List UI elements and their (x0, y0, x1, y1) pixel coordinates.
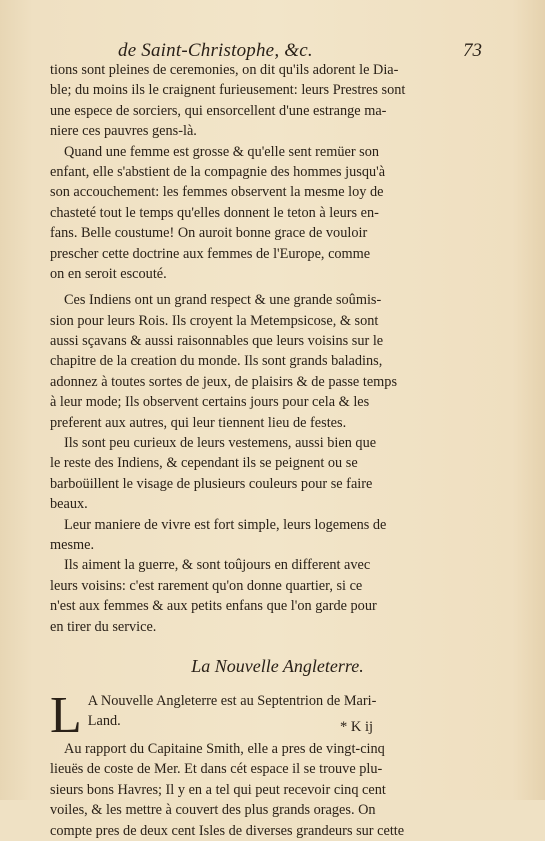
paragraph (50, 142, 505, 285)
text-line: Quand une femme est grosse & qu'elle sent remüer son (64, 143, 380, 160)
text-line: à leur mode; Ils observent certains jours pour cela & les (50, 394, 370, 411)
text-line: sion pour leurs Rois. Ils croyent la Metempsicose, & sont (50, 312, 379, 329)
text-line: beaux. (50, 496, 88, 513)
paragraph (50, 290, 505, 433)
text-line: lieuës de coste de Mer. Et dans cét espace il se trouve plu- (50, 761, 383, 778)
text-line: adonnez à toutes sortes de jeux, de plaisirs & de passe temps (50, 373, 398, 390)
text-line: en tirer du service. (50, 618, 157, 635)
running-title: de Saint-Christophe, &c. (118, 40, 313, 61)
text-line: aussi sçavans & aussi raisonnables que leurs voisins sur le (50, 333, 384, 350)
text-line: tions sont pleines de ceremonies, on dit qu'ils adorent le Dia- (50, 62, 399, 78)
text-line: enfant, elle s'abstient de la compagnie des hommes jusqu'à (50, 163, 386, 180)
text-line: le reste des Indiens, & cependant ils se peignent ou se (50, 455, 358, 472)
drop-cap: L (50, 686, 82, 744)
section-body (50, 686, 505, 841)
text-line: leurs voisins: c'est rarement qu'on donne quartier, si ce (50, 577, 363, 594)
text-line: chasteté tout le temps qu'elles donnent le teton à leurs en- (50, 204, 379, 221)
signature-mark: * K ij (340, 719, 374, 735)
paragraph (50, 433, 505, 515)
text-line: n'est aux femmes & aux petits enfans que l'on garde pour (50, 598, 377, 615)
text-line: une espece de sorciers, qui ensorcellent d'une estrange ma- (50, 102, 387, 119)
text-line: niere ces pauvres gens-là. (50, 123, 197, 140)
paragraph (50, 60, 505, 142)
body-text (50, 60, 505, 841)
text-line: son accouchement: les femmes observent la mesme loy de (50, 184, 384, 201)
text-line: ble; du moins ils le craignent furieusement: leurs Prestres sont (50, 82, 406, 99)
text-line: fans. Belle coustume! On auroit bonne grace de vouloir (50, 225, 368, 242)
text-line: A Nouvelle Angleterre est au Septentrion de Mari- (87, 692, 377, 709)
text-line: Au rapport du Capitaine Smith, elle a pres de vingt-cinq (64, 740, 385, 757)
text-line: compte pres de deux cent Isles de diverses grandeurs sur cette (50, 822, 405, 839)
text-line: Land. (87, 713, 121, 730)
page-number: 73 (463, 40, 482, 61)
text-line: Ces Indiens ont un grand respect & une grande soûmis- (64, 292, 382, 309)
paragraph (50, 555, 505, 637)
paragraph (50, 515, 505, 556)
text-line: sieurs bons Havres; Il y en a tel qui peut recevoir cinq cent (50, 781, 386, 798)
section-title: La Nouvelle Angleterre. (191, 655, 364, 676)
text-line: prescher cette doctrine aux femmes de l'Europe, comme (50, 245, 371, 262)
text-line: barboüillent le visage de plusieurs couleurs pour se faire (50, 475, 373, 492)
text-line: preferent aux autres, qui leur tiennent lieu de festes. (50, 414, 347, 431)
text-line: mesme. (50, 536, 95, 553)
text-line: chapitre de la creation du monde. Ils sont grands baladins, (50, 353, 383, 370)
text-line: Leur maniere de vivre est fort simple, leurs logemens de (64, 516, 387, 533)
text-line: Ils sont peu curieux de leurs vestemens, aussi bien que (64, 435, 377, 452)
text-line: Ils aiment la guerre, & sont toûjours en different avec (64, 557, 371, 574)
text-line: on en seroit escouté. (50, 265, 167, 282)
running-header (0, 40, 545, 62)
text-line: voiles, & les mettre à couvert des plus grands orages. On (50, 802, 376, 819)
